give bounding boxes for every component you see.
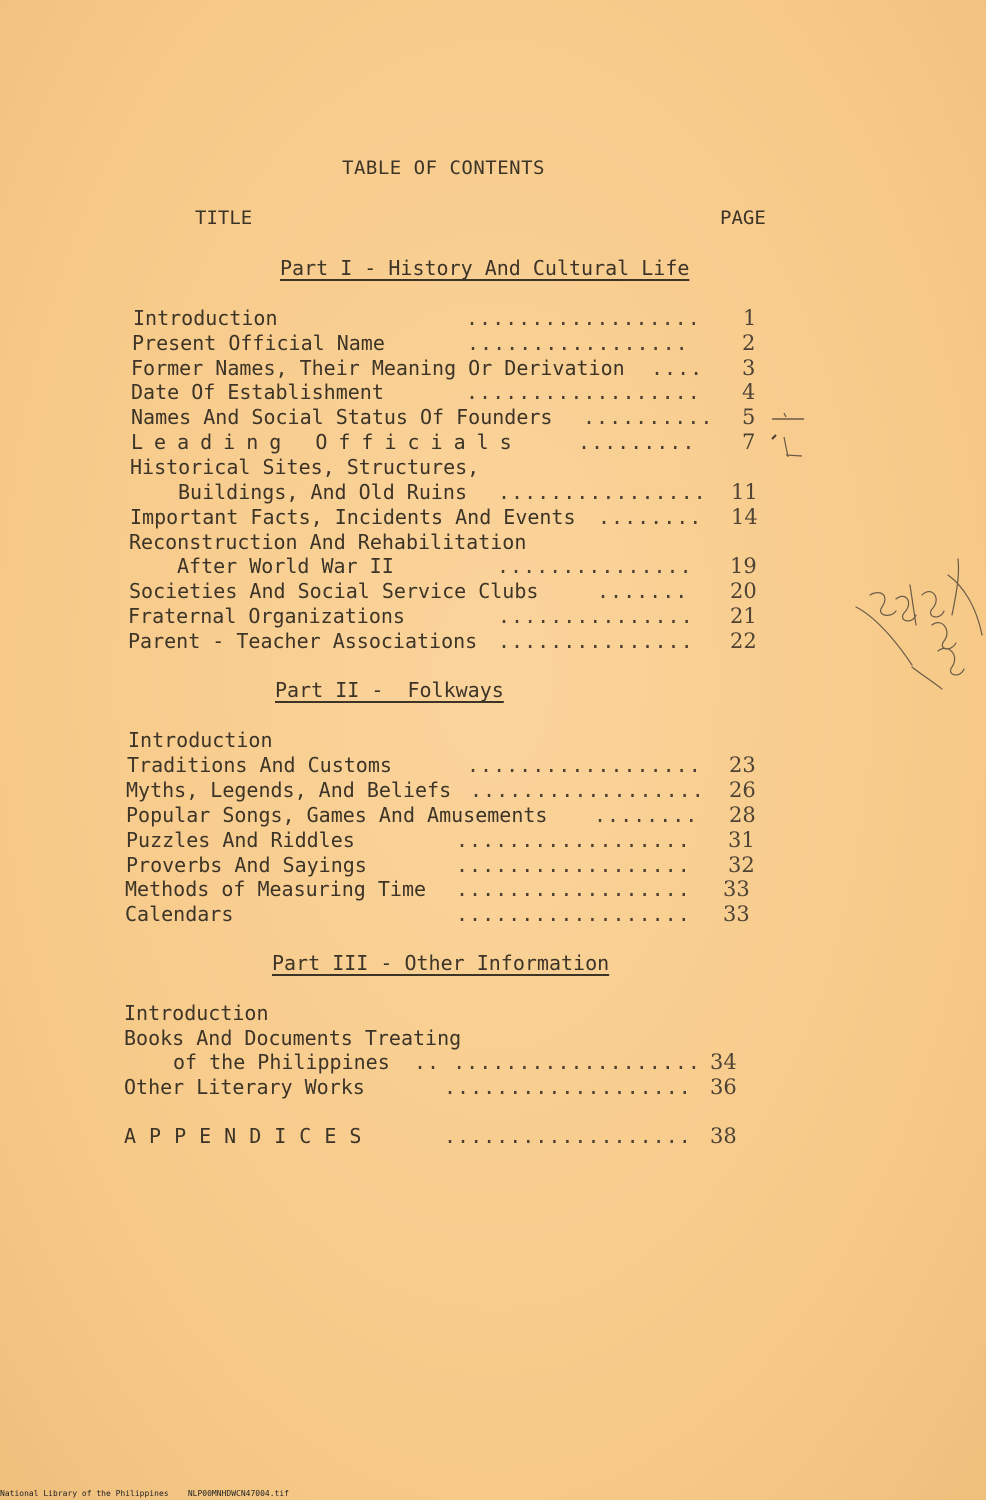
- leader-dots: ...............: [497, 554, 693, 578]
- leader-dots: .. ...................: [414, 1050, 701, 1074]
- entry-page: 32: [728, 853, 755, 877]
- footer-library: National Library of the Philippines: [0, 1489, 169, 1498]
- entry-page: 28: [729, 803, 756, 827]
- leader-dots: ..................: [467, 753, 702, 777]
- entry-title: Societies And Social Service Clubs: [129, 579, 539, 603]
- entry-page: 33: [723, 877, 750, 901]
- entry-title: Date Of Establishment: [131, 380, 384, 404]
- entry-page: 22: [730, 629, 757, 653]
- leader-dots: ...............: [498, 629, 694, 653]
- entry-title: Present Official Name: [132, 331, 385, 355]
- entry-page: 21: [730, 604, 757, 628]
- entry-page: 3: [742, 356, 756, 380]
- entry-title: Introduction: [128, 728, 273, 752]
- entry-title: Fraternal Organizations: [128, 604, 405, 628]
- entry-title: Reconstruction And Rehabilitation: [129, 530, 527, 554]
- handwritten-annotation: [852, 555, 986, 695]
- entry-page: 14: [731, 505, 758, 529]
- entry-page: 20: [730, 579, 757, 603]
- leader-dots: ........: [598, 505, 703, 529]
- leader-dots: ..................: [470, 778, 705, 802]
- leader-dots: ..................: [456, 828, 691, 852]
- entry-title: After World War II: [177, 554, 394, 578]
- entry-title: Historical Sites, Structures,: [130, 455, 480, 479]
- leader-dots: ........: [594, 803, 699, 827]
- leader-dots: ...............: [498, 604, 694, 628]
- entry-title: Puzzles And Riddles: [126, 828, 355, 852]
- entry-title: Methods of Measuring Time: [125, 877, 427, 901]
- pencil-tick-marks: [770, 405, 810, 465]
- entry-title: Introduction: [133, 306, 278, 330]
- entry-title: APPENDICES: [124, 1124, 375, 1148]
- entry-title: Calendars: [125, 902, 234, 926]
- column-header-title: TITLE: [195, 207, 253, 229]
- part-1-heading: Part I - History And Cultural Life: [280, 256, 690, 280]
- entry-title: Important Facts, Incidents And Events: [130, 505, 576, 529]
- entry-title: Traditions And Customs: [127, 753, 392, 777]
- entry-page: 5: [742, 405, 756, 429]
- entry-page: 4: [742, 380, 756, 404]
- entry-title: Books And Documents Treating: [124, 1026, 462, 1050]
- leader-dots: ..................: [456, 853, 691, 877]
- leader-dots: ..................: [456, 902, 691, 926]
- entry-title: Introduction: [124, 1001, 269, 1025]
- entry-title: Other Literary Works: [124, 1075, 365, 1099]
- leader-dots: ................: [498, 480, 707, 504]
- leader-dots: ...................: [444, 1124, 692, 1148]
- toc-entry-appendices: [124, 1124, 737, 1220]
- leader-dots: ..................: [466, 306, 701, 330]
- annotation-text: 2/2/50 2/2/ 33.0: [852, 555, 862, 556]
- entry-page: 36: [710, 1075, 737, 1099]
- entry-title: Proverbs And Sayings: [126, 853, 367, 877]
- entry-page: 34: [710, 1050, 737, 1074]
- leader-dots: ..........: [583, 405, 714, 429]
- entry-page: 7: [742, 430, 756, 454]
- entry-page: 33: [723, 902, 750, 926]
- footer-file: NLP00MNHDWCN47004.tif: [187, 1489, 289, 1498]
- entry-page: 19: [730, 554, 757, 578]
- entry-title: Former Names, Their Meaning Or Derivation: [131, 356, 625, 380]
- leader-dots: .........: [578, 430, 696, 454]
- leader-dots: .......: [597, 579, 689, 603]
- entry-page: 11: [731, 480, 758, 504]
- leader-dots: .................: [467, 331, 689, 355]
- scan-footer: [0, 1489, 289, 1498]
- column-header-page: PAGE: [720, 207, 766, 229]
- part-3-heading: Part III - Other Information: [272, 951, 610, 975]
- leader-dots: ....: [651, 356, 704, 380]
- leader-dots: ..................: [466, 380, 701, 404]
- entry-title: Names And Social Status Of Founders: [131, 405, 553, 429]
- entry-page: 23: [729, 753, 756, 777]
- leader-dots: ...................: [444, 1075, 692, 1099]
- entry-title: Leading Officials: [131, 430, 523, 454]
- entry-title: Parent - Teacher Associations: [128, 629, 478, 653]
- entry-page: 2: [742, 331, 756, 355]
- entry-page: 26: [729, 778, 756, 802]
- page-title: TABLE OF CONTENTS: [342, 157, 545, 179]
- entry-title: Buildings, And Old Ruins: [178, 480, 467, 504]
- entry-title: of the Philippines: [173, 1050, 390, 1074]
- entry-page: 1: [743, 306, 757, 330]
- entry-page: 38: [710, 1124, 737, 1148]
- part-2-heading: Part II - Folkways: [275, 678, 504, 702]
- entry-page: 31: [728, 828, 755, 852]
- leader-dots: ..................: [456, 877, 691, 901]
- entry-title: Popular Songs, Games And Amusements: [126, 803, 548, 827]
- entry-title: Myths, Legends, And Beliefs: [126, 778, 452, 802]
